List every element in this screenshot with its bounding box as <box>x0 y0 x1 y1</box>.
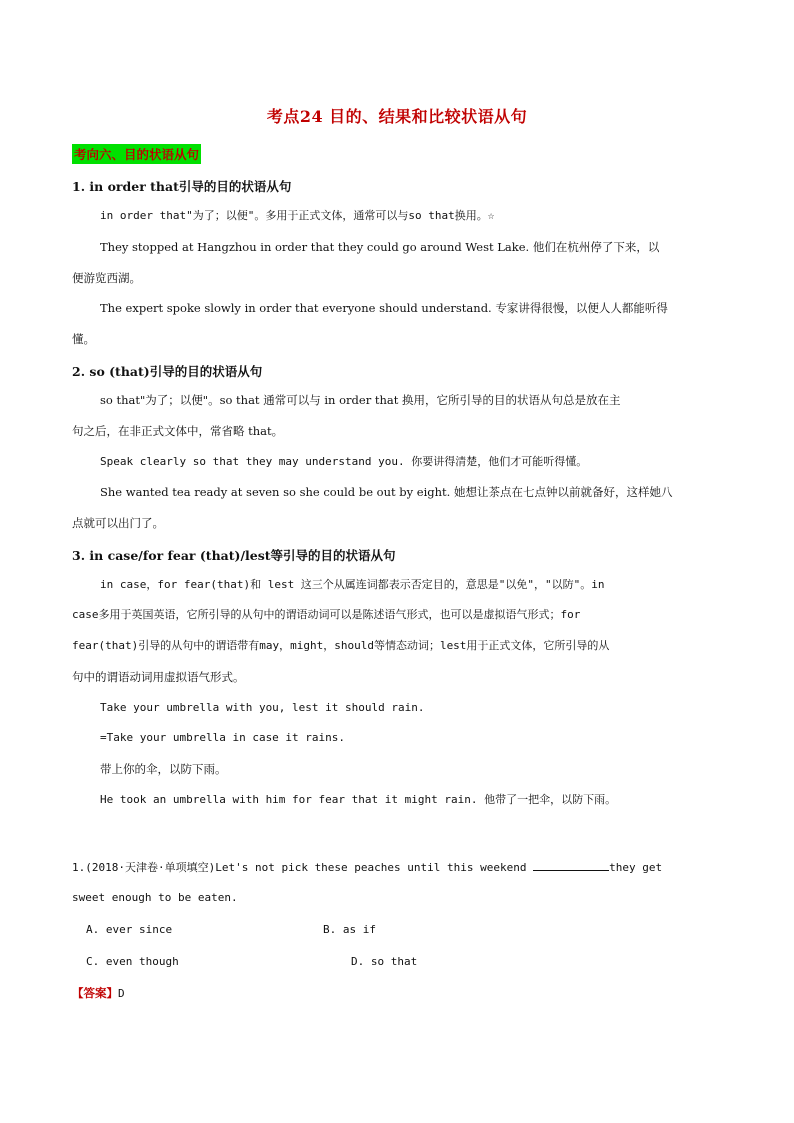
s2-line-5: 点就可以出门了。 <box>72 516 164 530</box>
question-stem-b: they get <box>609 861 663 874</box>
s3-line-3: fear(that)引导的从句中的谓语带有may，might，should等情态动词；lest用于正式文体，它所引导的从 <box>72 639 610 652</box>
answer-blank <box>533 858 609 871</box>
s1-line-5: 懂。 <box>72 332 95 346</box>
s3-line-6: =Take your umbrella in case it rains. <box>100 731 346 744</box>
option-c: C. even though <box>86 955 179 968</box>
section-tag: 考向六、目的状语从句 <box>72 144 201 164</box>
option-a: A. ever since <box>86 923 173 936</box>
question-stem-line-1 <box>72 858 662 876</box>
answer-label: 【答案】 <box>72 986 118 1000</box>
s3-line-8: He took an umbrella with him for fear that it might rain. 他带了一把伞，以防下雨。 <box>100 793 617 806</box>
s1-line-1: in order that"为了；以便"。多用于正式文体，通常可以与so that换用。☆ <box>100 209 495 222</box>
page-title: 考点24 目的、结果和比较状语从句 <box>266 107 528 126</box>
s2-line-1: so that"为了；以便"。so that 通常可以与 in order that 换用，它所引导的目的状语从句总是放在主 <box>100 393 621 407</box>
question-stem-line-2: sweet enough to be eaten. <box>72 891 238 904</box>
s3-line-1: in case，for fear(that)和 lest 这三个从属连词都表示否定目的，意思是"以免"，"以防"。in <box>100 578 605 591</box>
s3-line-4: 句中的谓语动词用虚拟语气形式。 <box>72 670 245 684</box>
heading-3: 3. in case/for fear (that)/lest等引导的目的状语从句 <box>72 548 396 563</box>
option-d: D. so that <box>351 955 418 968</box>
s1-line-4: The expert spoke slowly in order that everyone should understand. 专家讲得很慢，以便人人都能听得 <box>100 301 668 315</box>
s2-line-4: She wanted tea ready at seven so she could be out by eight. 她想让茶点在七点钟以前就备好，这样她八 <box>100 485 673 499</box>
s1-line-2: They stopped at Hangzhou in order that they could go around West Lake. 他们在杭州停了下来，以 <box>100 240 660 254</box>
answer-value: D <box>118 987 125 1000</box>
s2-line-2: 句之后，在非正式文体中，常省略 that。 <box>72 424 284 438</box>
answer-line <box>72 985 125 1002</box>
heading-1: 1. in order that引导的目的状语从句 <box>72 179 292 194</box>
s1-line-3: 便游览西湖。 <box>72 271 141 285</box>
question-stem-a: 1.(2018·天津卷·单项填空)Let's not pick these peaches until this weekend <box>72 861 534 874</box>
option-b: B. as if <box>323 923 376 936</box>
s3-line-5: Take your umbrella with you, lest it should rain. <box>100 701 425 714</box>
heading-2: 2. so (that)引导的目的状语从句 <box>72 364 263 379</box>
s2-line-3: Speak clearly so that they may understand you. 你要讲得清楚，他们才可能听得懂。 <box>100 455 588 468</box>
s3-line-2: case多用于英国英语，它所引导的从句中的谓语动词可以是陈述语气形式，也可以是虚拟语气形式；for <box>72 608 581 621</box>
s3-line-7: 带上你的伞，以防下雨。 <box>100 762 227 776</box>
